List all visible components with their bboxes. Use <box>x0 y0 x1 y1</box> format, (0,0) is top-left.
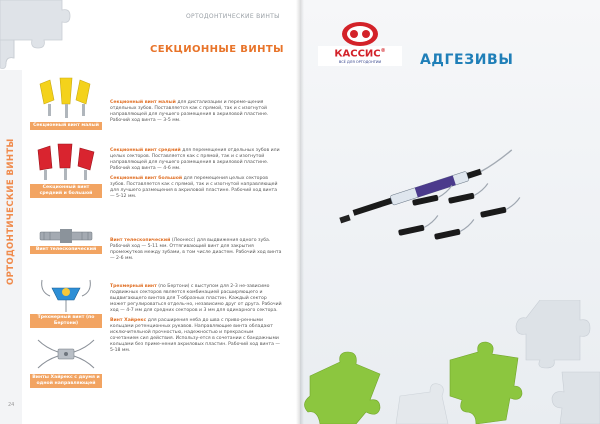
large-section-screw-text: для перемещения целых секторов зубов. Поставляется как с прямой, так и с изогнутой направляющей для лучшего размещения в акриловой пластине. Рабочий ход винта — 5-12 мм. <box>110 176 278 200</box>
running-head: ОРТОДОНТИЧЕСКИЕ ВИНТЫ <box>186 13 280 20</box>
logo-wordmark: КАССИС <box>334 48 381 60</box>
adhesive-syringe-image <box>330 118 550 258</box>
telescopic-screw-title: Винт телескопический <box>110 238 171 243</box>
vertical-section-label-text: ОРТОДОНТИЧЕСКИЕ ВИНТЫ <box>6 138 16 285</box>
telescopic-screw-image <box>30 226 102 246</box>
medium-section-screw-description <box>110 148 282 172</box>
small-section-screw-caption: Секционный винт малый <box>30 122 102 130</box>
medium-large-section-screw-image <box>30 138 102 184</box>
hyrax-screw-caption: Винты Хайрекс с двумя и одной направляющей <box>30 374 102 388</box>
telescopic-screw-caption: Винт телескопический <box>30 246 102 254</box>
section-title: СЕКЦИОННЫЕ ВИНТЫ <box>150 44 284 55</box>
vertical-section-label <box>4 80 18 380</box>
3d-screw-text: (по Бертони) с выступом для 2-3 не-зависимо подвижных секторов является комбинацией расширяющего и выдвигающего винтов для Т-образных пластин. Каждый сектор может регулироваться отдель-но, независимо друг от друга. Рабочий ход — 4-7 мм для средних секторов и 3 мм для одинарного сектора. <box>110 284 282 314</box>
3d-screw-title: Трехмерный винт <box>110 284 157 289</box>
medium-section-screw-text: для перемещения отдельных зубов или целых секторов. Поставляется как с прямой, так и с изогнутой направляющей для лучшего размещения в акриловой пластине. Рабочий ход винта — 4-6 мм. <box>110 148 280 172</box>
large-section-screw-description <box>110 176 282 200</box>
hyrax-screw-title: Винт Хайрекс <box>110 318 147 323</box>
telescopic-screw-description <box>110 238 282 262</box>
large-section-screw-title: Секционный винт большой <box>110 176 183 181</box>
small-section-screw-title: Секционный винт малый <box>110 100 176 105</box>
hyrax-screw-text: для расширения неба до шва с приво-ренными кольцами ретенционных рукавов. Направляющие винта обладают исключительной прочностью, надежностью и прекрасным сочетанием сил действия. Использу-ется в сочетании с бандажными кольцами без приме-нения акриловых пластин. Рабочий ход винта — 5-18 мм. <box>110 318 280 354</box>
3d-screw-caption: Трехмерный винт (по Бертони) <box>30 314 102 328</box>
right-page-title: АДГЕЗИВЫ <box>420 52 514 68</box>
telescopic-screw-text: (Леонесс) для выдвижения одного зуба. Рабочий ход — 5-11 мм. Оттягивающий винт для закрытия промежутков между зубами, в том числе диастем. Рабочий ход винта — 2-6 мм. <box>110 238 282 262</box>
puzzle-decoration-icon <box>0 0 80 70</box>
logo-text <box>318 48 402 59</box>
green-puzzle-decoration-icon <box>300 300 600 424</box>
small-section-screw-image <box>30 70 102 122</box>
logo-subtitle: ВСЁ ДЛЯ ОРТОДОНТИИ <box>338 60 382 64</box>
medium-section-screw-title: Секционный винт средний <box>110 148 181 153</box>
logo-registered-mark: ® <box>380 48 386 54</box>
page-number: 24 <box>8 402 15 408</box>
3d-screw-description <box>110 284 282 314</box>
3d-screw-image <box>30 276 102 314</box>
small-section-screw-description <box>110 100 282 124</box>
medium-large-section-screw-caption: Секционный винт средний и большой <box>30 184 102 198</box>
hyrax-screw-description <box>110 318 282 355</box>
hyrax-screw-image <box>30 334 102 374</box>
page-gutter <box>296 0 304 424</box>
small-section-screw-text: для дистализации и переме-щения отдельных зубов. Поставляется как с прямой, так и с изогнутой направляющей для лучшего размещения в акриловой пластине. Рабочий ход винта — 3-5 мм. <box>110 100 269 124</box>
